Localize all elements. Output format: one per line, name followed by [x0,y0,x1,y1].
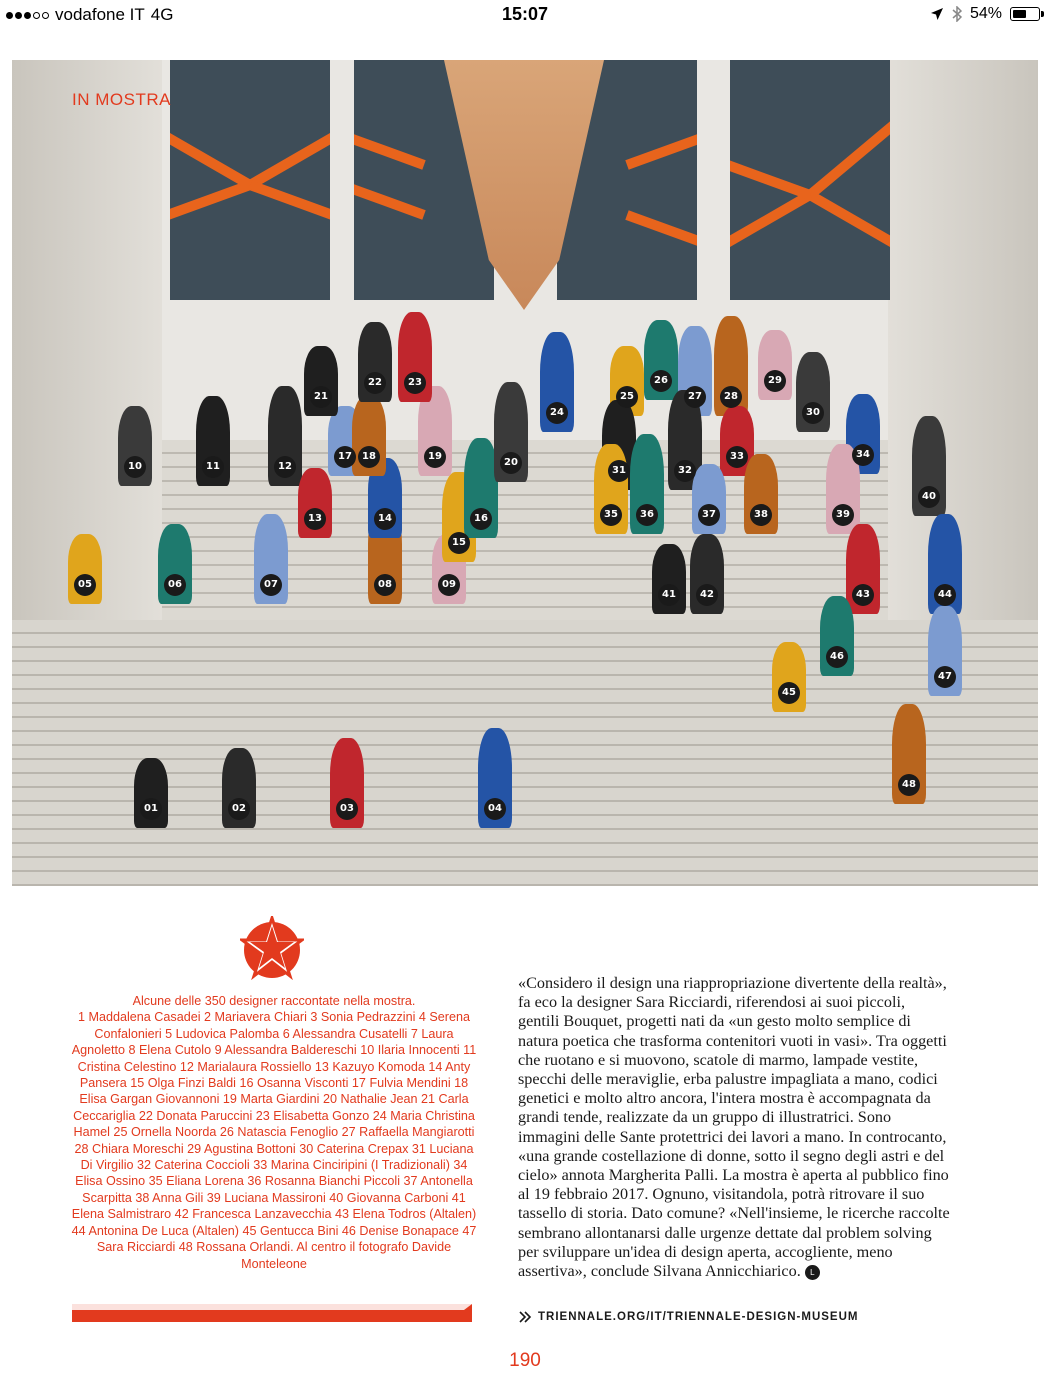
photo-number-label: 23 [404,372,426,394]
photo-number-label: 26 [650,370,672,392]
photo-number-label: 34 [852,444,874,466]
status-bar-right [930,5,1040,23]
photo-number-label: 05 [74,574,96,596]
photo-number-label: 11 [202,456,224,478]
caption-names-list: 1 Maddalena Casadei 2 Mariavera Chiari 3 Sonia Pedrazzini 4 Serena Confalonieri 5 Ludovica Palomba 6 Alessandra Cusatelli 7 Laura Agnoletto 8 Elena Cutolo 9 Alessandra Baldereschi 10 Ilaria Innocenti 11 Cristina Celestino 12 Marialaura Rossiello 13 Kazuyo Komoda 14 Anty Pansera 15 Olga Finzi Baldi 16 Osanna Visconti 17 Fulvia Mendini 18 Elisa Gargan Giovannoni 19 Marta Giardini 20 Nathalie Jean 21 Carla Ceccariglia 22 Donata Paruccini 23 Elisabetta Gonzo 24 Maria Christina Hamel 25 Ornella Noorda 26 Natascia Fenoglio 27 Raffaella Mangiarotti 28 Chiara Moreschi 29 Agustina Bottoni 30 Caterina Crepax 31 Luciana Di Virgilio 32 Caterina Coccioli 33 Marina Cinciripini (I Tradizionali) 34 Elisa Ossino 35 Eliana Lorena 36 Rosanna Bianchi Piccoli 37 Antonella Scarpitta 38 Anna Gili 39 Luciana Massironi 40 Giovanna Carboni 41 Elena Salmistraro 42 Francesca Lanzavecchia 43 Elena Todros (Altalen) 44 Antonina De Luca (Altalen) 45 Gentucca Bini 46 Denise Bonapace 47 Sara Ricciardi 48 Rossana Orlandi. Al centro il fotografo Davide Monteleone [71,1010,477,1271]
photo-number-label: 16 [470,508,492,530]
location-arrow-icon [930,7,944,21]
battery-percent: 54% [969,5,1002,22]
photo-number-label: 25 [616,386,638,408]
photo-number-label: 18 [358,446,380,468]
double-chevron-right-icon [518,1310,532,1324]
photo-number-label: 44 [934,584,956,606]
star-icon [240,916,304,980]
photo-caption [70,993,478,1272]
bluetooth-icon [952,6,962,22]
photo-number-label: 04 [484,798,506,820]
photo-number-label: 13 [304,508,326,530]
article-text: «Considero il design una riappropriazione divertente della realtà», fa eco la designer Sara Ricciardi, riferendosi ai suoi piccoli, gentili Bouquet, progetti nati da «un gesto molto semplice di natura poetica che trasforma contenitori vuoti in vasi». Tra oggetti che ruotano e si muovono, scatole di marmo, lampade vestite, specchi delle meraviglie, erba palustre impagliata a mano, codici genetici e molto altro ancora, l'intera mostra è accompagnata da grandi tende, realizzate da un gruppo di illustratrici. Sono immagini delle Sante protettrici dei lavori a mano. In controcanto, «una grande costellazione di donne, sotto il segno degli astri e del cielo» annota Margherita Palli. La mostra è aperta al pubblico fino al 19 febbraio 2017. Ognuno, visitandola, potrà ritrovare il suo tassello di storia. Dato comune? «Nell'insieme, le ricerche raccolte sembrano allontanarsi dalle urgenze dettate dal problem solving per sviluppare un'idea di design aperta, accogliente, meno assertiva», conclude Silvana Annicchiarico. [518,974,950,1281]
photo-number-label: 06 [164,574,186,596]
photo-number-label: 31 [608,460,630,482]
photo-number-label: 02 [228,798,250,820]
section-label: IN MOSTRA [72,90,171,109]
photo-number-label: 27 [684,386,706,408]
photo-number-label: 32 [674,460,696,482]
article-body [518,974,950,1281]
photo-window-left [170,60,330,300]
photo-number-label: 35 [600,504,622,526]
page-number: 190 [509,1350,541,1371]
photo-number-label: 21 [310,386,332,408]
photo-number-label: 12 [274,456,296,478]
photo-number-label: 14 [374,508,396,530]
battery-fill [1013,10,1026,18]
network-type: 4G [150,5,174,24]
photo-number-label: 28 [720,386,742,408]
photo-number-label: 19 [424,446,446,468]
photo-number-label: 48 [898,774,920,796]
photo-number-label: 38 [750,504,772,526]
photo-number-label: 39 [832,504,854,526]
photo-number-label: 33 [726,446,748,468]
photo-window-right [730,60,890,300]
photo-number-label: 20 [500,452,522,474]
website-link[interactable] [518,1310,858,1324]
photo-number-label: 47 [934,666,956,688]
photo-number-label: 03 [336,798,358,820]
end-of-article-icon: L [805,1265,820,1280]
photo-number-label: 07 [260,574,282,596]
photo-stairs [12,620,1038,886]
photo-number-label: 30 [802,402,824,424]
photo-number-label: 46 [826,646,848,668]
battery-icon [1010,7,1040,21]
photo-number-label: 43 [852,584,874,606]
photo-number-label: 41 [658,584,680,606]
photo-number-label: 17 [334,446,356,468]
group-photo [12,60,1038,886]
photo-number-label: 45 [778,682,800,704]
photo-number-label: 01 [140,798,162,820]
photo-number-label: 36 [636,504,658,526]
photo-number-label: 42 [696,584,718,606]
photo-number-label: 08 [374,574,396,596]
photo-number-label: 29 [764,370,786,392]
photo-number-label: 15 [448,532,470,554]
photo-number-label: 10 [124,456,146,478]
photo-number-label: 37 [698,504,720,526]
photo-number-label: 22 [364,372,386,394]
decorative-rule [72,1304,472,1322]
website-link-text[interactable]: TRIENNALE.ORG/IT/TRIENNALE-DESIGN-MUSEUM [538,1311,859,1323]
clock: 15:07 [501,4,549,24]
caption-intro: Alcune delle 350 designer raccontate nella mostra. [132,994,416,1008]
carrier-name: vodafone IT [55,5,145,24]
photo-number-label: 24 [546,402,568,424]
photo-number-label: 09 [438,574,460,596]
photo-number-label: 40 [918,486,940,508]
status-bar [0,0,1050,30]
